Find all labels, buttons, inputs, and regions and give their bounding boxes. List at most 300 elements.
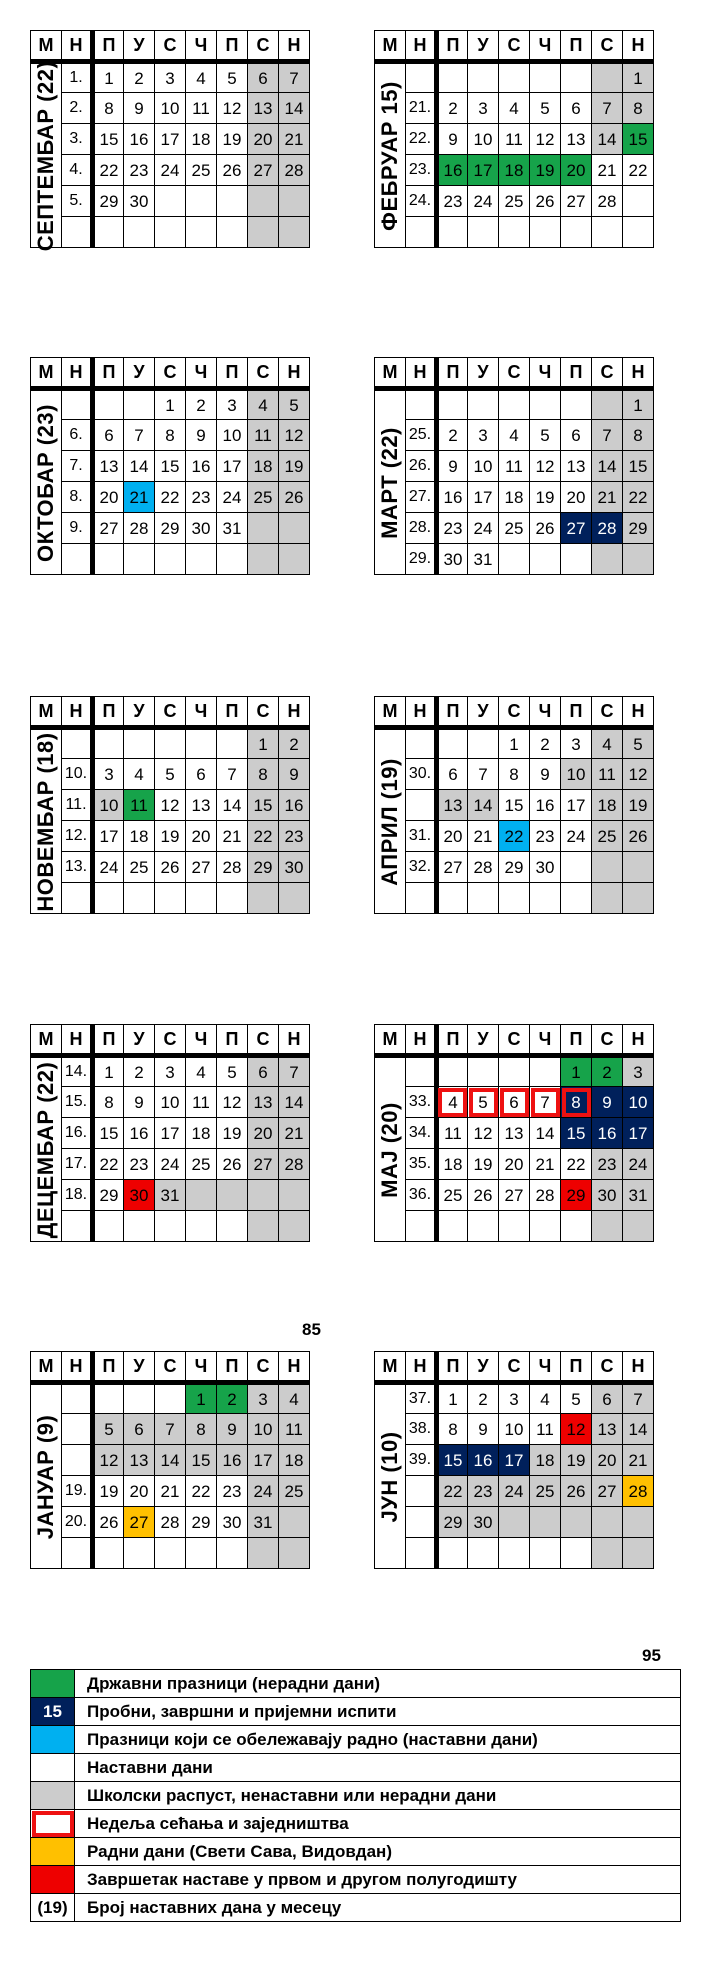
day-cell: 4 [124, 759, 155, 790]
day-cell: 25 [124, 852, 155, 883]
day-cell: 19 [623, 790, 654, 821]
month-name-cell [31, 1056, 62, 1242]
day-cell: 28 [468, 852, 499, 883]
day-cell: 3 [93, 759, 124, 790]
week-number: 38. [406, 1414, 437, 1445]
weekday-header: М [375, 1025, 406, 1056]
week-number [62, 544, 93, 575]
day-cell [186, 217, 217, 248]
day-cell: 13 [186, 790, 217, 821]
weekday-header: С [248, 1025, 279, 1056]
week-number: 18. [62, 1180, 93, 1211]
day-cell [124, 544, 155, 575]
day-cell: 9 [186, 420, 217, 451]
day-cell [623, 852, 654, 883]
week-number: 21. [406, 93, 437, 124]
week-number [406, 790, 437, 821]
day-cell [217, 883, 248, 914]
weekday-header: Ч [186, 1352, 217, 1383]
day-cell: 15 [437, 1445, 468, 1476]
week-number [406, 728, 437, 759]
day-cell [155, 544, 186, 575]
day-cell [592, 62, 623, 93]
week-number: 34. [406, 1118, 437, 1149]
day-cell: 2 [592, 1056, 623, 1087]
day-cell [437, 217, 468, 248]
day-cell [279, 1180, 310, 1211]
day-cell: 24 [468, 513, 499, 544]
weekday-header: С [592, 1025, 623, 1056]
day-cell: 12 [93, 1445, 124, 1476]
day-cell: 5 [155, 759, 186, 790]
day-cell [592, 1507, 623, 1538]
day-cell [561, 883, 592, 914]
weekday-header: П [93, 697, 124, 728]
day-cell: 7 [279, 62, 310, 93]
month-september [30, 30, 310, 251]
week-row [375, 1118, 654, 1149]
day-cell: 4 [186, 1056, 217, 1087]
weekday-header: Ч [186, 1025, 217, 1056]
weekday-header: С [155, 697, 186, 728]
day-cell: 3 [468, 420, 499, 451]
day-cell: 25 [530, 1476, 561, 1507]
day-cell: 5 [530, 93, 561, 124]
week-row [375, 217, 654, 248]
day-cell: 10 [561, 759, 592, 790]
day-cell: 24 [561, 821, 592, 852]
day-cell: 15 [499, 790, 530, 821]
month-name: АПРИЛ (19) [377, 757, 402, 886]
weekday-header: У [124, 697, 155, 728]
day-cell: 19 [217, 124, 248, 155]
week-number [62, 217, 93, 248]
day-cell: 4 [186, 62, 217, 93]
day-cell: 11 [279, 1414, 310, 1445]
day-cell [530, 544, 561, 575]
day-cell: 18 [186, 124, 217, 155]
day-cell: 4 [530, 1383, 561, 1414]
weekday-header: С [248, 1352, 279, 1383]
day-cell: 5 [623, 728, 654, 759]
calendar-table [374, 1024, 654, 1242]
day-cell: 30 [592, 1180, 623, 1211]
day-cell: 16 [124, 1118, 155, 1149]
day-cell: 8 [623, 420, 654, 451]
month-name-cell [375, 728, 406, 914]
day-cell: 15 [93, 1118, 124, 1149]
week-row [375, 1211, 654, 1242]
day-cell: 22 [499, 821, 530, 852]
day-cell [623, 1538, 654, 1569]
day-cell: 5 [93, 1414, 124, 1445]
day-cell: 13 [592, 1414, 623, 1445]
day-cell: 13 [124, 1445, 155, 1476]
day-cell [93, 217, 124, 248]
day-cell: 9 [279, 759, 310, 790]
day-cell: 23 [279, 821, 310, 852]
week-row [31, 544, 310, 575]
weekday-header: П [93, 1025, 124, 1056]
day-cell [279, 217, 310, 248]
week-number: 7. [62, 451, 93, 482]
day-cell: 3 [217, 389, 248, 420]
day-cell [561, 1538, 592, 1569]
day-cell: 11 [186, 1087, 217, 1118]
month-name-wrap [31, 1385, 61, 1568]
day-cell: 21 [592, 482, 623, 513]
weekday-header: Ч [530, 358, 561, 389]
week-row [31, 883, 310, 914]
day-cell: 25 [499, 513, 530, 544]
day-cell: 1 [561, 1056, 592, 1087]
day-cell: 6 [437, 759, 468, 790]
day-cell: 26 [93, 1507, 124, 1538]
weekday-header: С [499, 1025, 530, 1056]
week-row [375, 728, 654, 759]
legend-swatch [31, 1670, 75, 1698]
day-cell [499, 62, 530, 93]
day-cell: 9 [217, 1414, 248, 1445]
weekday-header: М [375, 31, 406, 62]
day-cell: 17 [248, 1445, 279, 1476]
day-cell: 28 [217, 852, 248, 883]
day-cell: 8 [248, 759, 279, 790]
month-march [374, 357, 654, 575]
weekday-header: У [124, 358, 155, 389]
week-row [375, 124, 654, 155]
month-october [30, 357, 310, 575]
day-cell: 14 [155, 1445, 186, 1476]
day-cell: 10 [155, 93, 186, 124]
day-cell: 5 [217, 62, 248, 93]
day-cell: 9 [530, 759, 561, 790]
day-cell: 14 [279, 1087, 310, 1118]
legend-row [31, 1782, 681, 1810]
day-cell: 7 [217, 759, 248, 790]
day-cell: 2 [124, 62, 155, 93]
day-cell [468, 62, 499, 93]
week-number: 11. [62, 790, 93, 821]
day-cell: 30 [217, 1507, 248, 1538]
weekday-header-row [31, 358, 310, 389]
weekday-header: П [561, 31, 592, 62]
day-cell: 22 [437, 1476, 468, 1507]
day-cell: 22 [155, 482, 186, 513]
day-cell: 18 [124, 821, 155, 852]
day-cell: 26 [623, 821, 654, 852]
day-cell [468, 1538, 499, 1569]
day-cell: 26 [530, 186, 561, 217]
month-name: СЕПТЕМБАР (22) [33, 60, 58, 251]
day-cell: 15 [155, 451, 186, 482]
day-cell: 19 [530, 482, 561, 513]
legend-swatch: (19) [31, 1894, 75, 1922]
week-number [62, 1445, 93, 1476]
day-cell: 22 [93, 155, 124, 186]
weekday-header: Ч [186, 697, 217, 728]
day-cell: 24 [623, 1149, 654, 1180]
weekday-header: П [437, 697, 468, 728]
day-cell: 12 [217, 1087, 248, 1118]
day-cell [623, 217, 654, 248]
weekday-header: У [468, 1352, 499, 1383]
day-cell: 10 [499, 1414, 530, 1445]
weekday-header: П [561, 1352, 592, 1383]
day-cell: 26 [217, 155, 248, 186]
day-cell: 3 [468, 93, 499, 124]
day-cell: 9 [437, 124, 468, 155]
weekday-header: У [124, 1352, 155, 1383]
day-cell [592, 389, 623, 420]
day-cell: 27 [561, 186, 592, 217]
legend-label: Државни празници (нерадни дани) [75, 1670, 681, 1698]
day-cell: 12 [623, 759, 654, 790]
week-number: 17. [62, 1149, 93, 1180]
weekday-header: П [437, 358, 468, 389]
week-row [31, 759, 310, 790]
legend-swatch [31, 1810, 75, 1838]
month-name-cell [31, 728, 62, 914]
week-number [406, 883, 437, 914]
weekday-header: П [217, 1352, 248, 1383]
day-cell: 30 [530, 852, 561, 883]
day-cell [468, 1056, 499, 1087]
day-cell [437, 62, 468, 93]
weekday-header-row [375, 697, 654, 728]
weekday-header: П [561, 697, 592, 728]
day-cell: 27 [248, 1149, 279, 1180]
weekday-header: П [93, 1352, 124, 1383]
weekday-header: Н [279, 31, 310, 62]
day-cell [155, 728, 186, 759]
month-name-wrap [375, 64, 405, 247]
day-cell: 1 [437, 1383, 468, 1414]
day-cell [499, 217, 530, 248]
day-cell: 14 [592, 124, 623, 155]
day-cell: 18 [530, 1445, 561, 1476]
day-cell [499, 544, 530, 575]
day-cell: 5 [217, 1056, 248, 1087]
day-cell: 23 [437, 513, 468, 544]
weekday-header: Н [623, 358, 654, 389]
day-cell [592, 544, 623, 575]
week-row [31, 217, 310, 248]
day-cell [530, 1211, 561, 1242]
legend-row [31, 1810, 681, 1838]
day-cell: 19 [279, 451, 310, 482]
weekday-header: Ч [530, 1352, 561, 1383]
weekday-header: Н [623, 1025, 654, 1056]
legend-swatch: 15 [31, 1698, 75, 1726]
day-cell [217, 1180, 248, 1211]
day-cell: 30 [437, 544, 468, 575]
day-cell: 23 [124, 155, 155, 186]
week-number: 39. [406, 1445, 437, 1476]
day-cell [217, 217, 248, 248]
day-cell: 2 [186, 389, 217, 420]
week-number [62, 1383, 93, 1414]
day-cell: 4 [499, 93, 530, 124]
weekday-header: М [31, 31, 62, 62]
week-number: 26. [406, 451, 437, 482]
day-cell: 8 [623, 93, 654, 124]
day-cell: 23 [124, 1149, 155, 1180]
day-cell [530, 1056, 561, 1087]
week-row [31, 420, 310, 451]
weekday-header: У [468, 358, 499, 389]
month-april [374, 696, 654, 914]
weekday-header: У [468, 697, 499, 728]
week-row [375, 821, 654, 852]
day-cell: 24 [499, 1476, 530, 1507]
day-cell: 13 [248, 93, 279, 124]
legend-row [31, 1726, 681, 1754]
weekday-header: Н [623, 697, 654, 728]
day-cell [592, 1538, 623, 1569]
day-cell: 16 [124, 124, 155, 155]
day-cell: 26 [468, 1180, 499, 1211]
day-cell: 6 [248, 1056, 279, 1087]
day-cell: 7 [124, 420, 155, 451]
day-cell: 3 [248, 1383, 279, 1414]
weekday-header: П [561, 358, 592, 389]
day-cell: 27 [186, 852, 217, 883]
week-row [31, 124, 310, 155]
week-row [375, 155, 654, 186]
weekday-header: Н [62, 1352, 93, 1383]
legend-swatch [31, 1754, 75, 1782]
day-cell [279, 1507, 310, 1538]
day-cell: 14 [530, 1118, 561, 1149]
day-cell [279, 513, 310, 544]
day-cell: 18 [499, 482, 530, 513]
day-cell: 1 [248, 728, 279, 759]
weekday-header: Н [62, 697, 93, 728]
week-row [375, 62, 654, 93]
day-cell: 29 [93, 1180, 124, 1211]
day-cell [592, 217, 623, 248]
day-cell: 26 [561, 1476, 592, 1507]
month-name-wrap [375, 730, 405, 913]
day-cell: 6 [248, 62, 279, 93]
day-cell: 27 [437, 852, 468, 883]
day-cell: 24 [155, 1149, 186, 1180]
day-cell: 12 [155, 790, 186, 821]
weekday-header-row [375, 31, 654, 62]
day-cell [499, 1538, 530, 1569]
week-number: 32. [406, 852, 437, 883]
day-cell [186, 186, 217, 217]
weekday-header: П [437, 31, 468, 62]
day-cell: 13 [93, 451, 124, 482]
day-cell: 25 [499, 186, 530, 217]
day-cell: 9 [468, 1414, 499, 1445]
day-cell: 22 [561, 1149, 592, 1180]
weekday-header: У [468, 31, 499, 62]
day-cell [437, 883, 468, 914]
weekday-header: Н [406, 1025, 437, 1056]
day-cell [93, 883, 124, 914]
day-cell: 5 [279, 389, 310, 420]
weekday-header-row [31, 31, 310, 62]
day-cell: 21 [530, 1149, 561, 1180]
day-cell: 1 [93, 62, 124, 93]
weekday-header: Н [62, 358, 93, 389]
day-cell [530, 883, 561, 914]
day-cell: 16 [217, 1445, 248, 1476]
day-cell: 28 [155, 1507, 186, 1538]
calendar-table [30, 30, 310, 251]
day-cell: 6 [186, 759, 217, 790]
day-cell: 28 [279, 155, 310, 186]
day-cell [561, 852, 592, 883]
week-row [375, 420, 654, 451]
week-row [31, 852, 310, 883]
legend-label: Завршетак наставе у првом и другом полугодишту [75, 1866, 681, 1894]
day-cell: 27 [124, 1507, 155, 1538]
day-cell [279, 883, 310, 914]
day-cell: 29 [437, 1507, 468, 1538]
day-cell: 22 [623, 482, 654, 513]
week-row [31, 482, 310, 513]
weekday-header: Н [279, 1352, 310, 1383]
day-cell [530, 389, 561, 420]
day-cell [93, 1538, 124, 1569]
legend-row [31, 1754, 681, 1782]
month-february [374, 30, 654, 248]
day-cell [248, 1180, 279, 1211]
month-name-cell [31, 60, 62, 251]
week-row [375, 790, 654, 821]
day-cell: 17 [155, 124, 186, 155]
day-cell: 11 [530, 1414, 561, 1445]
week-number: 30. [406, 759, 437, 790]
day-cell: 18 [248, 451, 279, 482]
day-cell: 7 [623, 1383, 654, 1414]
day-cell [155, 217, 186, 248]
day-cell [217, 728, 248, 759]
week-row [31, 1414, 310, 1445]
week-row [375, 544, 654, 575]
day-cell: 27 [93, 513, 124, 544]
day-cell: 9 [592, 1087, 623, 1118]
day-cell: 21 [155, 1476, 186, 1507]
day-cell: 15 [561, 1118, 592, 1149]
day-cell: 29 [155, 513, 186, 544]
day-cell: 8 [499, 759, 530, 790]
week-row [375, 883, 654, 914]
weekday-header: Н [279, 358, 310, 389]
week-number: 36. [406, 1180, 437, 1211]
day-cell [248, 1211, 279, 1242]
day-cell: 5 [561, 1383, 592, 1414]
legend-label: Наставни дани [75, 1754, 681, 1782]
day-cell: 2 [217, 1383, 248, 1414]
legend-row [31, 1670, 681, 1698]
week-row [31, 821, 310, 852]
day-cell: 5 [530, 420, 561, 451]
weekday-header: Н [406, 358, 437, 389]
day-cell [186, 883, 217, 914]
day-cell: 6 [561, 93, 592, 124]
legend-swatch [31, 1726, 75, 1754]
day-cell [279, 1211, 310, 1242]
day-cell: 21 [468, 821, 499, 852]
legend-label: Празници који се обележавају радно (наставни дани) [75, 1726, 681, 1754]
day-cell: 20 [499, 1149, 530, 1180]
day-cell: 24 [468, 186, 499, 217]
